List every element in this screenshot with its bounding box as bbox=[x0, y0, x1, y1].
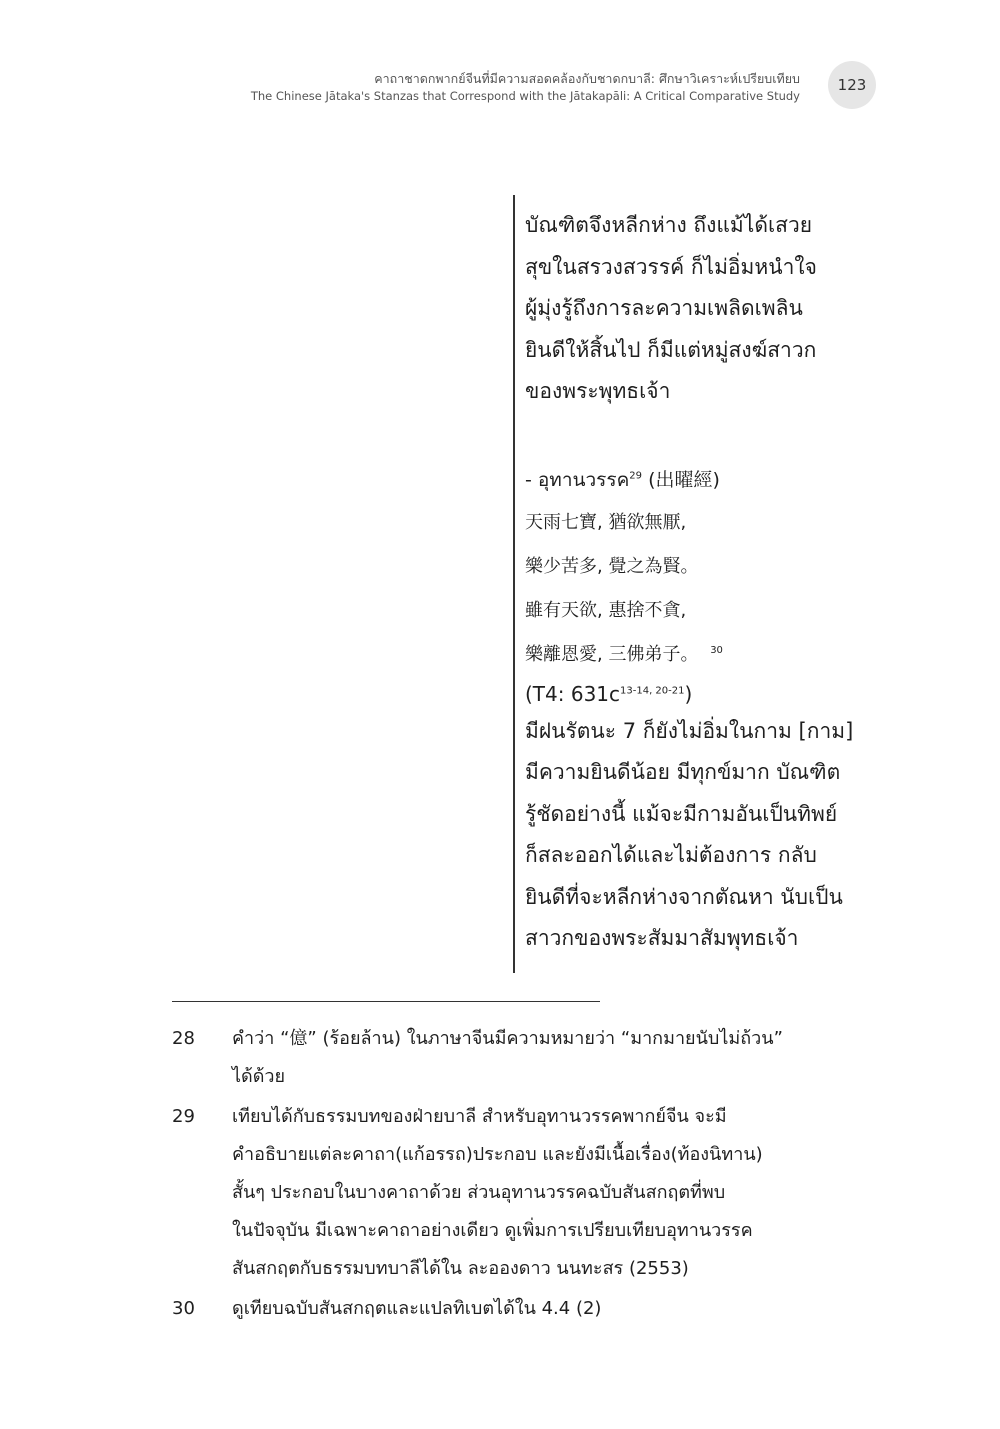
taisho-reference bbox=[525, 677, 885, 711]
page-number-badge: 123 bbox=[828, 61, 876, 109]
footnote-text bbox=[232, 1020, 862, 1096]
footnote-ref-30: 30 bbox=[710, 644, 723, 656]
text-line: ก็สละออกได้และไม่ต้องการ กลับ bbox=[525, 843, 817, 867]
text-line: บัณฑิตจึงหลีกห่าง ถึงแม้ได้เสวย bbox=[525, 213, 813, 237]
text-line: สุขในสรวงสวรรค์ ก็ไม่อิ่มหนำใจ bbox=[525, 254, 817, 279]
source-chinese-title: (出曜經) bbox=[648, 468, 720, 491]
reference-lines: 13-14, 20-21 bbox=[620, 684, 685, 696]
running-header bbox=[100, 70, 800, 104]
text-line: มีฝนรัตนะ 7 ก็ยังไม่อิ่มในกาม [กาม] bbox=[525, 718, 854, 743]
footnote-29 bbox=[172, 1098, 862, 1288]
footnote-line: คำว่า “億” (ร้อยล้าน) ในภาษาจีนมีความหมายว่า “มากมายนับไม่ถ้วน” bbox=[232, 1028, 783, 1049]
footnote-line: ดูเทียบฉบับสันสกฤตและแปลทิเบตได้ใน 4.4 (2) bbox=[232, 1298, 602, 1319]
text-line: มีความยินดีน้อย มีทุกข์มาก บัณฑิต bbox=[525, 760, 841, 784]
footnote-separator bbox=[172, 1001, 600, 1002]
thai-translation-paragraph-1 bbox=[525, 205, 885, 413]
text-line: รู้ชัดอย่างนี้ แม้จะมีกามอันเป็นทิพย์ bbox=[525, 801, 838, 826]
footnote-number: 29 bbox=[172, 1106, 195, 1127]
text-line: ยินดีให้สิ้นไป ก็มีแต่หมู่สงฆ์สาวก bbox=[525, 337, 817, 362]
footnote-line: คำอธิบายแต่ละคาถา(แก้อรรถ)ประกอบ และยังมีเนื้อเรื่อง(ท้องนิทาน) bbox=[232, 1144, 763, 1165]
stanza-column bbox=[525, 205, 885, 960]
footnotes bbox=[172, 1020, 862, 1328]
footnote-28 bbox=[172, 1020, 862, 1096]
footnote-ref-29: 29 bbox=[629, 470, 643, 482]
footnote-line: สั้นๆ ประกอบในบางคาถาด้วย ส่วนอุทานวรรคฉบับสันสกฤตที่พบ bbox=[232, 1182, 726, 1203]
column-divider bbox=[513, 195, 515, 973]
text-line: ยินดีที่จะหลีกห่างจากตัณหา นับเป็น bbox=[525, 884, 843, 909]
footnote-text bbox=[232, 1098, 862, 1288]
source-name: - อุทานวรรค bbox=[525, 468, 630, 491]
chinese-line-text: 樂離恩愛, 三佛弟子。 bbox=[525, 643, 699, 665]
thai-translation-paragraph-2 bbox=[525, 711, 885, 960]
footnote-line: เทียบได้กับธรรมบทของฝ่ายบาลี สำหรับอุทานวรรคพากย์จีน จะมี bbox=[232, 1106, 727, 1127]
footnote-number: 28 bbox=[172, 1028, 195, 1049]
footnote-30 bbox=[172, 1290, 862, 1328]
text-line: สาวกของพระสัมมาสัมพุทธเจ้า bbox=[525, 926, 799, 950]
chinese-line-last bbox=[525, 633, 885, 677]
chinese-line: 樂少苦多, 覺之為賢。 bbox=[525, 555, 699, 577]
header-title-english: The Chinese Jātaka's Stanzas that Correspond with the Jātakapāli: A Critical Comparative Study bbox=[250, 89, 800, 103]
chinese-stanza bbox=[525, 501, 885, 677]
chinese-line: 天雨七寶, 猶欲無厭, bbox=[525, 511, 687, 533]
footnote-line: ในปัจจุบัน มีเฉพาะคาถาอย่างเดียว ดูเพิ่มการเปรียบเทียบอุทานวรรค bbox=[232, 1220, 753, 1241]
reference-text: (T4: 631c bbox=[525, 681, 621, 706]
chinese-line: 雖有天欲, 惠捨不貪, bbox=[525, 599, 687, 621]
footnote-line: ได้ด้วย bbox=[232, 1066, 286, 1087]
reference-close: ) bbox=[684, 681, 693, 706]
footnote-line: สันสกฤตกับธรรมบทบาลีได้ใน ละอองดาว นนทะสร (2553) bbox=[232, 1258, 689, 1279]
text-line: ผู้มุ่งรู้ถึงการละความเพลิดเพลิน bbox=[525, 296, 803, 320]
footnote-text bbox=[232, 1290, 862, 1328]
header-title-thai: คาถาชาดกพากย์จีนที่มีความสอดคล้องกับชาดกบาลี: ศึกษาวิเคราะห์เปรียบเทียบ bbox=[374, 71, 800, 86]
footnote-number: 30 bbox=[172, 1298, 195, 1319]
text-line: ของพระพุทธเจ้า bbox=[525, 379, 671, 403]
source-heading bbox=[525, 465, 885, 495]
